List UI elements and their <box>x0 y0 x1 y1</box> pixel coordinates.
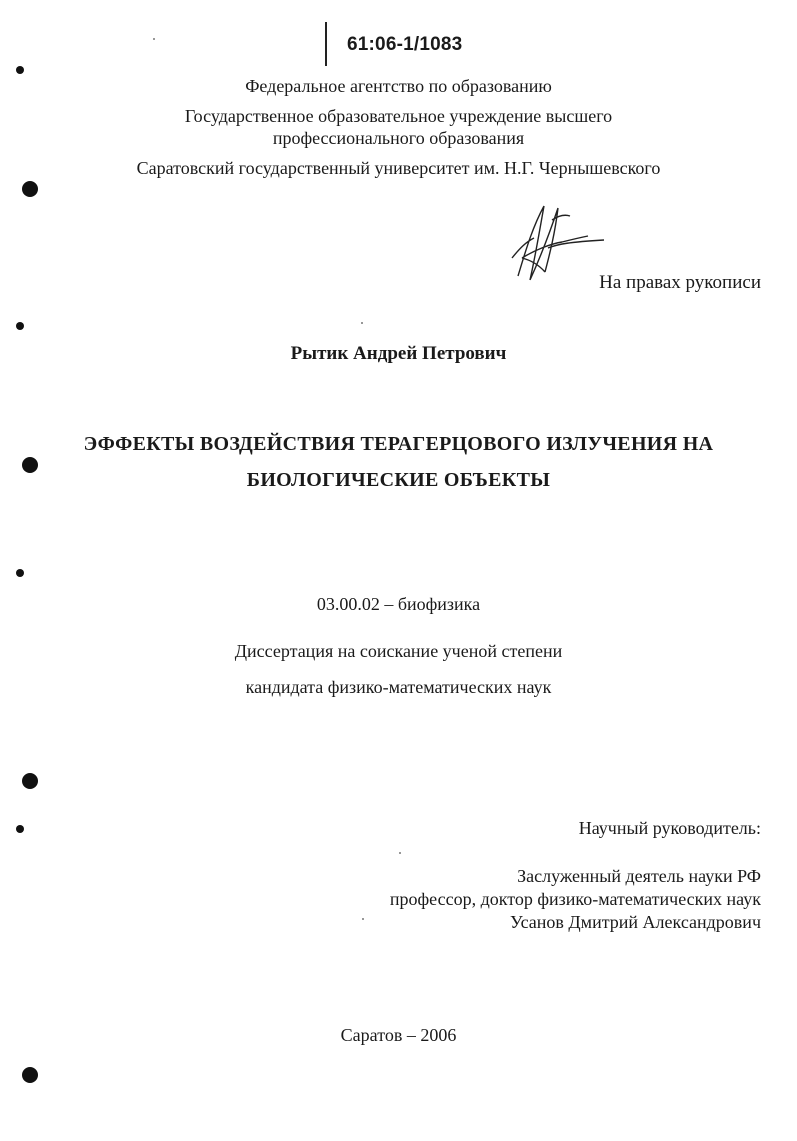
scan-speck <box>153 38 155 40</box>
city-year: Саратов – 2006 <box>340 1025 457 1045</box>
call-number: 61:06-1/1083 <box>347 34 463 55</box>
manuscript-note: На правах рукописи <box>599 272 761 293</box>
binding-hole <box>22 773 38 789</box>
degree-line-2: кандидата физико-математических наук <box>245 677 552 697</box>
scan-speck <box>362 918 364 920</box>
signature-icon <box>500 198 610 288</box>
binding-mark <box>16 322 24 330</box>
institution-line-2: профессионального образования <box>272 128 525 148</box>
binding-mark <box>16 66 24 74</box>
binding-mark <box>16 569 24 577</box>
author-name: Рытик Андрей Петрович <box>290 343 507 364</box>
scan-speck <box>361 322 363 324</box>
supervisor-name: Усанов Дмитрий Александрович <box>509 912 761 932</box>
binding-mark <box>16 825 24 833</box>
supervisor-label: Научный руководитель: <box>578 818 761 838</box>
university-name: Саратовский государственный университет им. Н.Г. Чернышевского <box>136 158 661 178</box>
call-number-divider <box>325 22 327 66</box>
agency-name: Федеральное агентство по образованию <box>245 76 552 96</box>
dissertation-title-line-2: БИОЛОГИЧЕСКИЕ ОБЪЕКТЫ <box>246 469 551 491</box>
scan-speck <box>399 852 401 854</box>
supervisor-position: профессор, доктор физико-математических наук <box>389 889 761 909</box>
binding-hole <box>22 1067 38 1083</box>
institution-line-1: Государственное образовательное учреждение высшего <box>184 106 613 126</box>
degree-line-1: Диссертация на соискание ученой степени <box>234 641 563 661</box>
dissertation-title-line-1: ЭФФЕКТЫ ВОЗДЕЙСТВИЯ ТЕРАГЕРЦОВОГО ИЗЛУЧЕНИЯ НА <box>83 433 714 455</box>
binding-hole <box>22 181 38 197</box>
specialty: 03.00.02 – биофизика <box>316 594 481 614</box>
supervisor-honor: Заслуженный деятель науки РФ <box>517 866 761 886</box>
